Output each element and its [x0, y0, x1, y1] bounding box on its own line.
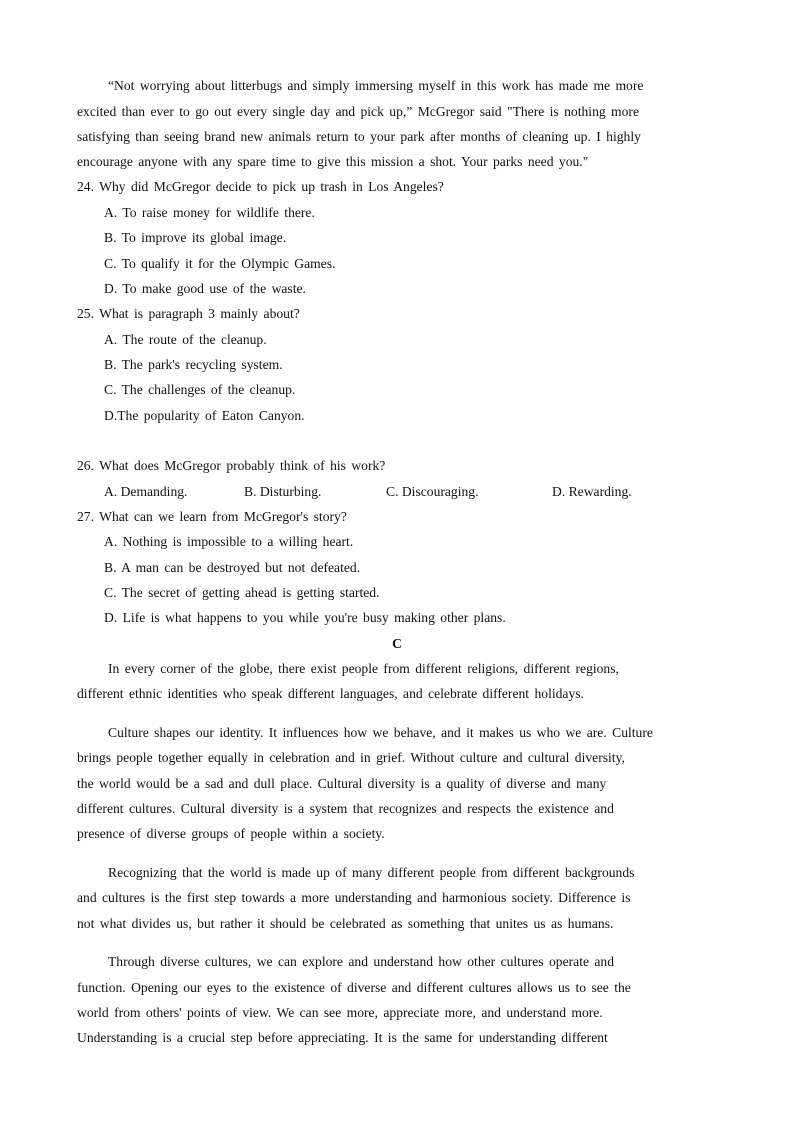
section-c-heading: C — [392, 636, 402, 651]
question-25-option-d[interactable]: D.The popularity of Eaton Canyon. — [104, 408, 305, 423]
question-27-option-c[interactable]: C. The secret of getting ahead is getting started. — [104, 585, 380, 600]
passage-line: excited than ever to go out every single day and pick up,” McGregor said "There is nothing more — [77, 104, 639, 119]
section-c-line: world from others' points of view. We can see more, appreciate more, and understand more. — [77, 1005, 603, 1020]
passage-line: satisfying than seeing brand new animals return to your park after months of cleaning up. I highly — [77, 129, 641, 144]
section-c-line: Culture shapes our identity. It influences how we behave, and it makes us who we are. Culture — [108, 725, 653, 740]
section-c-line: and cultures is the first step towards a more understanding and harmonious society. Difference is — [77, 890, 631, 905]
question-25-option-c[interactable]: C. The challenges of the cleanup. — [104, 382, 296, 397]
section-c-line: Recognizing that the world is made up of many different people from different backgrounds — [108, 865, 635, 880]
question-26-option-b[interactable]: B. Disturbing. — [244, 484, 322, 499]
passage-line: “Not worrying about litterbugs and simply immersing myself in this work has made me more — [108, 78, 644, 93]
question-27-option-a[interactable]: A. Nothing is impossible to a willing heart. — [104, 534, 354, 549]
question-24-option-b[interactable]: B. To improve its global image. — [104, 230, 287, 245]
question-27-option-b[interactable]: B. A man can be destroyed but not defeated. — [104, 560, 361, 575]
question-24-option-c[interactable]: C. To qualify it for the Olympic Games. — [104, 256, 336, 271]
passage-line: encourage anyone with any spare time to give this mission a shot. Your parks need you." — [77, 154, 589, 169]
question-26-stem: 26. What does McGregor probably think of his work? — [77, 458, 386, 473]
section-c-line: function. Opening our eyes to the existence of diverse and different cultures allows us to see the — [77, 980, 631, 995]
question-25-option-a[interactable]: A. The route of the cleanup. — [104, 332, 267, 347]
section-c-line: not what divides us, but rather it should be celebrated as something that unites us as humans. — [77, 916, 614, 931]
question-27-option-d[interactable]: D. Life is what happens to you while you're busy making other plans. — [104, 610, 506, 625]
section-c-line: In every corner of the globe, there exist people from different religions, different regions, — [108, 661, 619, 676]
question-25-option-b[interactable]: B. The park's recycling system. — [104, 357, 283, 372]
section-c-line: different ethnic identities who speak different languages, and celebrate different holidays. — [77, 686, 584, 701]
section-c-line: different cultures. Cultural diversity is a system that recognizes and respects the existence and — [77, 801, 614, 816]
question-24-option-d[interactable]: D. To make good use of the waste. — [104, 281, 306, 296]
section-c-line: brings people together equally in celebration and in grief. Without culture and cultural diversity, — [77, 750, 625, 765]
question-26-option-a[interactable]: A. Demanding. — [104, 484, 188, 499]
section-c-line: Understanding is a crucial step before appreciating. It is the same for understanding different — [77, 1030, 608, 1045]
section-c-line: the world would be a sad and dull place. Cultural diversity is a quality of diverse and many — [77, 776, 607, 791]
section-c-line: Through diverse cultures, we can explore and understand how other cultures operate and — [108, 954, 615, 969]
question-26-option-c[interactable]: C. Discouraging. — [386, 484, 479, 499]
question-24-option-a[interactable]: A. To raise money for wildlife there. — [104, 205, 315, 220]
question-24-stem: 24. Why did McGregor decide to pick up trash in Los Angeles? — [77, 179, 444, 194]
question-26-options — [104, 483, 664, 501]
question-26-option-d[interactable]: D. Rewarding. — [552, 484, 632, 499]
section-c-line: presence of diverse groups of people within a society. — [77, 826, 385, 841]
question-27-stem: 27. What can we learn from McGregor's story? — [77, 509, 347, 524]
question-25-stem: 25. What is paragraph 3 mainly about? — [77, 306, 300, 321]
